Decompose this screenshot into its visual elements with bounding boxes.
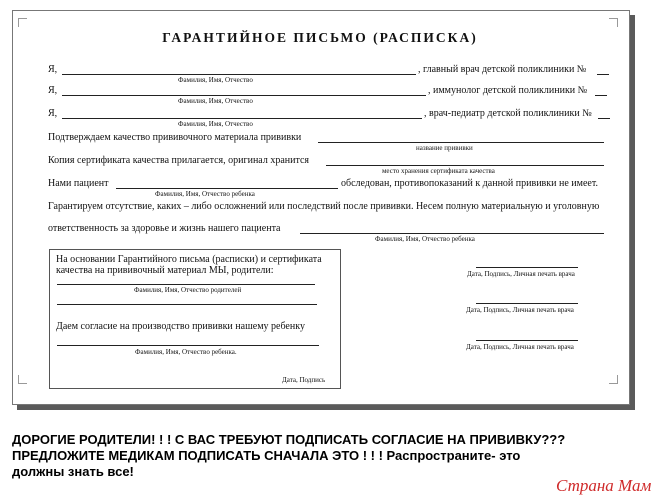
fill-line	[598, 118, 610, 119]
fill-line	[57, 345, 319, 346]
fill-line	[62, 95, 426, 96]
guarantee-caption: Фамилия, Имя, Отчество ребенка	[375, 235, 475, 243]
fill-line	[116, 188, 338, 189]
row3-prefix: Я,	[48, 108, 58, 119]
box-line1: На основании Гарантийного письма (расписки) и сертификата	[56, 254, 322, 265]
fill-line	[62, 118, 422, 119]
fill-line	[595, 95, 607, 96]
guarantee-line2: ответственность за здоровье и жизнь нашего пациента	[48, 223, 281, 234]
row3-role: , врач-педиатр детской поликлиники №	[424, 108, 592, 119]
patient-suffix: обследован, противопоказаний к данной прививки не имеет.	[341, 178, 598, 189]
fill-line	[300, 233, 604, 234]
quality-text: Подтверждаем качество прививочного материала прививки	[48, 132, 302, 143]
box-line2: качества на прививочный материал МЫ, родители:	[56, 265, 274, 276]
patient-caption: Фамилия, Имя, Отчество ребенка	[155, 190, 255, 198]
signature-line	[476, 340, 578, 341]
row2-caption: Фамилия, Имя, Отчество	[178, 97, 253, 105]
box-consent: Даем согласие на производство прививки нашему ребенку	[56, 321, 305, 332]
box-signature: Дата, Подпись	[282, 376, 326, 384]
row1-prefix: Я,	[48, 64, 58, 75]
signature-caption-2: Дата, Подпись, Личная печать врача	[466, 306, 574, 314]
crop-mark	[609, 375, 618, 384]
document-title: ГАРАНТИЙНОЕ ПИСЬМО (РАСПИСКА)	[162, 30, 478, 45]
certificate-text: Копия сертификата качества прилагается, оригинал хранится	[48, 155, 309, 166]
row3-caption: Фамилия, Имя, Отчество	[178, 120, 253, 128]
signature-line	[476, 303, 578, 304]
box-caption1: Фамилия, Имя, Отчество родителей	[134, 286, 242, 294]
patient-prefix: Нами пациент	[48, 178, 109, 189]
certificate-caption: место хранения сертификата качества	[382, 167, 495, 175]
row2-prefix: Я,	[48, 85, 58, 96]
watermark: Страна Мам	[556, 476, 652, 495]
fill-line	[326, 165, 604, 166]
crop-mark	[18, 18, 27, 27]
fill-line	[62, 74, 416, 75]
row1-role: , главный врач детской поликлиники №	[418, 64, 587, 75]
appeal-line3: должны знать все!	[12, 464, 134, 479]
appeal-line2: ПРЕДЛОЖИТЕ МЕДИКАМ ПОДПИСАТЬ СНАЧАЛА ЭТО ! ! ! Распространите- это	[12, 448, 521, 463]
fill-line	[57, 284, 315, 285]
crop-mark	[18, 375, 27, 384]
row1-caption: Фамилия, Имя, Отчество	[178, 76, 253, 84]
row2-role: , иммунолог детской поликлиники №	[428, 85, 588, 96]
fill-line	[318, 142, 604, 143]
fill-line	[57, 304, 317, 305]
signature-line	[476, 267, 578, 268]
quality-caption: название прививки	[416, 144, 473, 152]
signature-caption-3: Дата, Подпись, Личная печать врача	[466, 343, 574, 351]
guarantee-line1: Гарантируем отсутствие, каких – либо осложнений или последствий после прививки. Несем полную материальную и уголовную	[48, 201, 600, 212]
appeal-text	[12, 432, 662, 480]
crop-mark	[609, 18, 618, 27]
box-caption2: Фамилия, Имя, Отчество ребенка.	[135, 348, 237, 356]
signature-caption-1: Дата, Подпись, Личная печать врача	[467, 270, 575, 278]
fill-line	[597, 74, 609, 75]
appeal-line1: ДОРОГИЕ РОДИТЕЛИ! ! ! С ВАС ТРЕБУЮТ ПОДПИСАТЬ СОГЛАСИЕ НА ПРИВИВКУ???	[12, 432, 566, 447]
